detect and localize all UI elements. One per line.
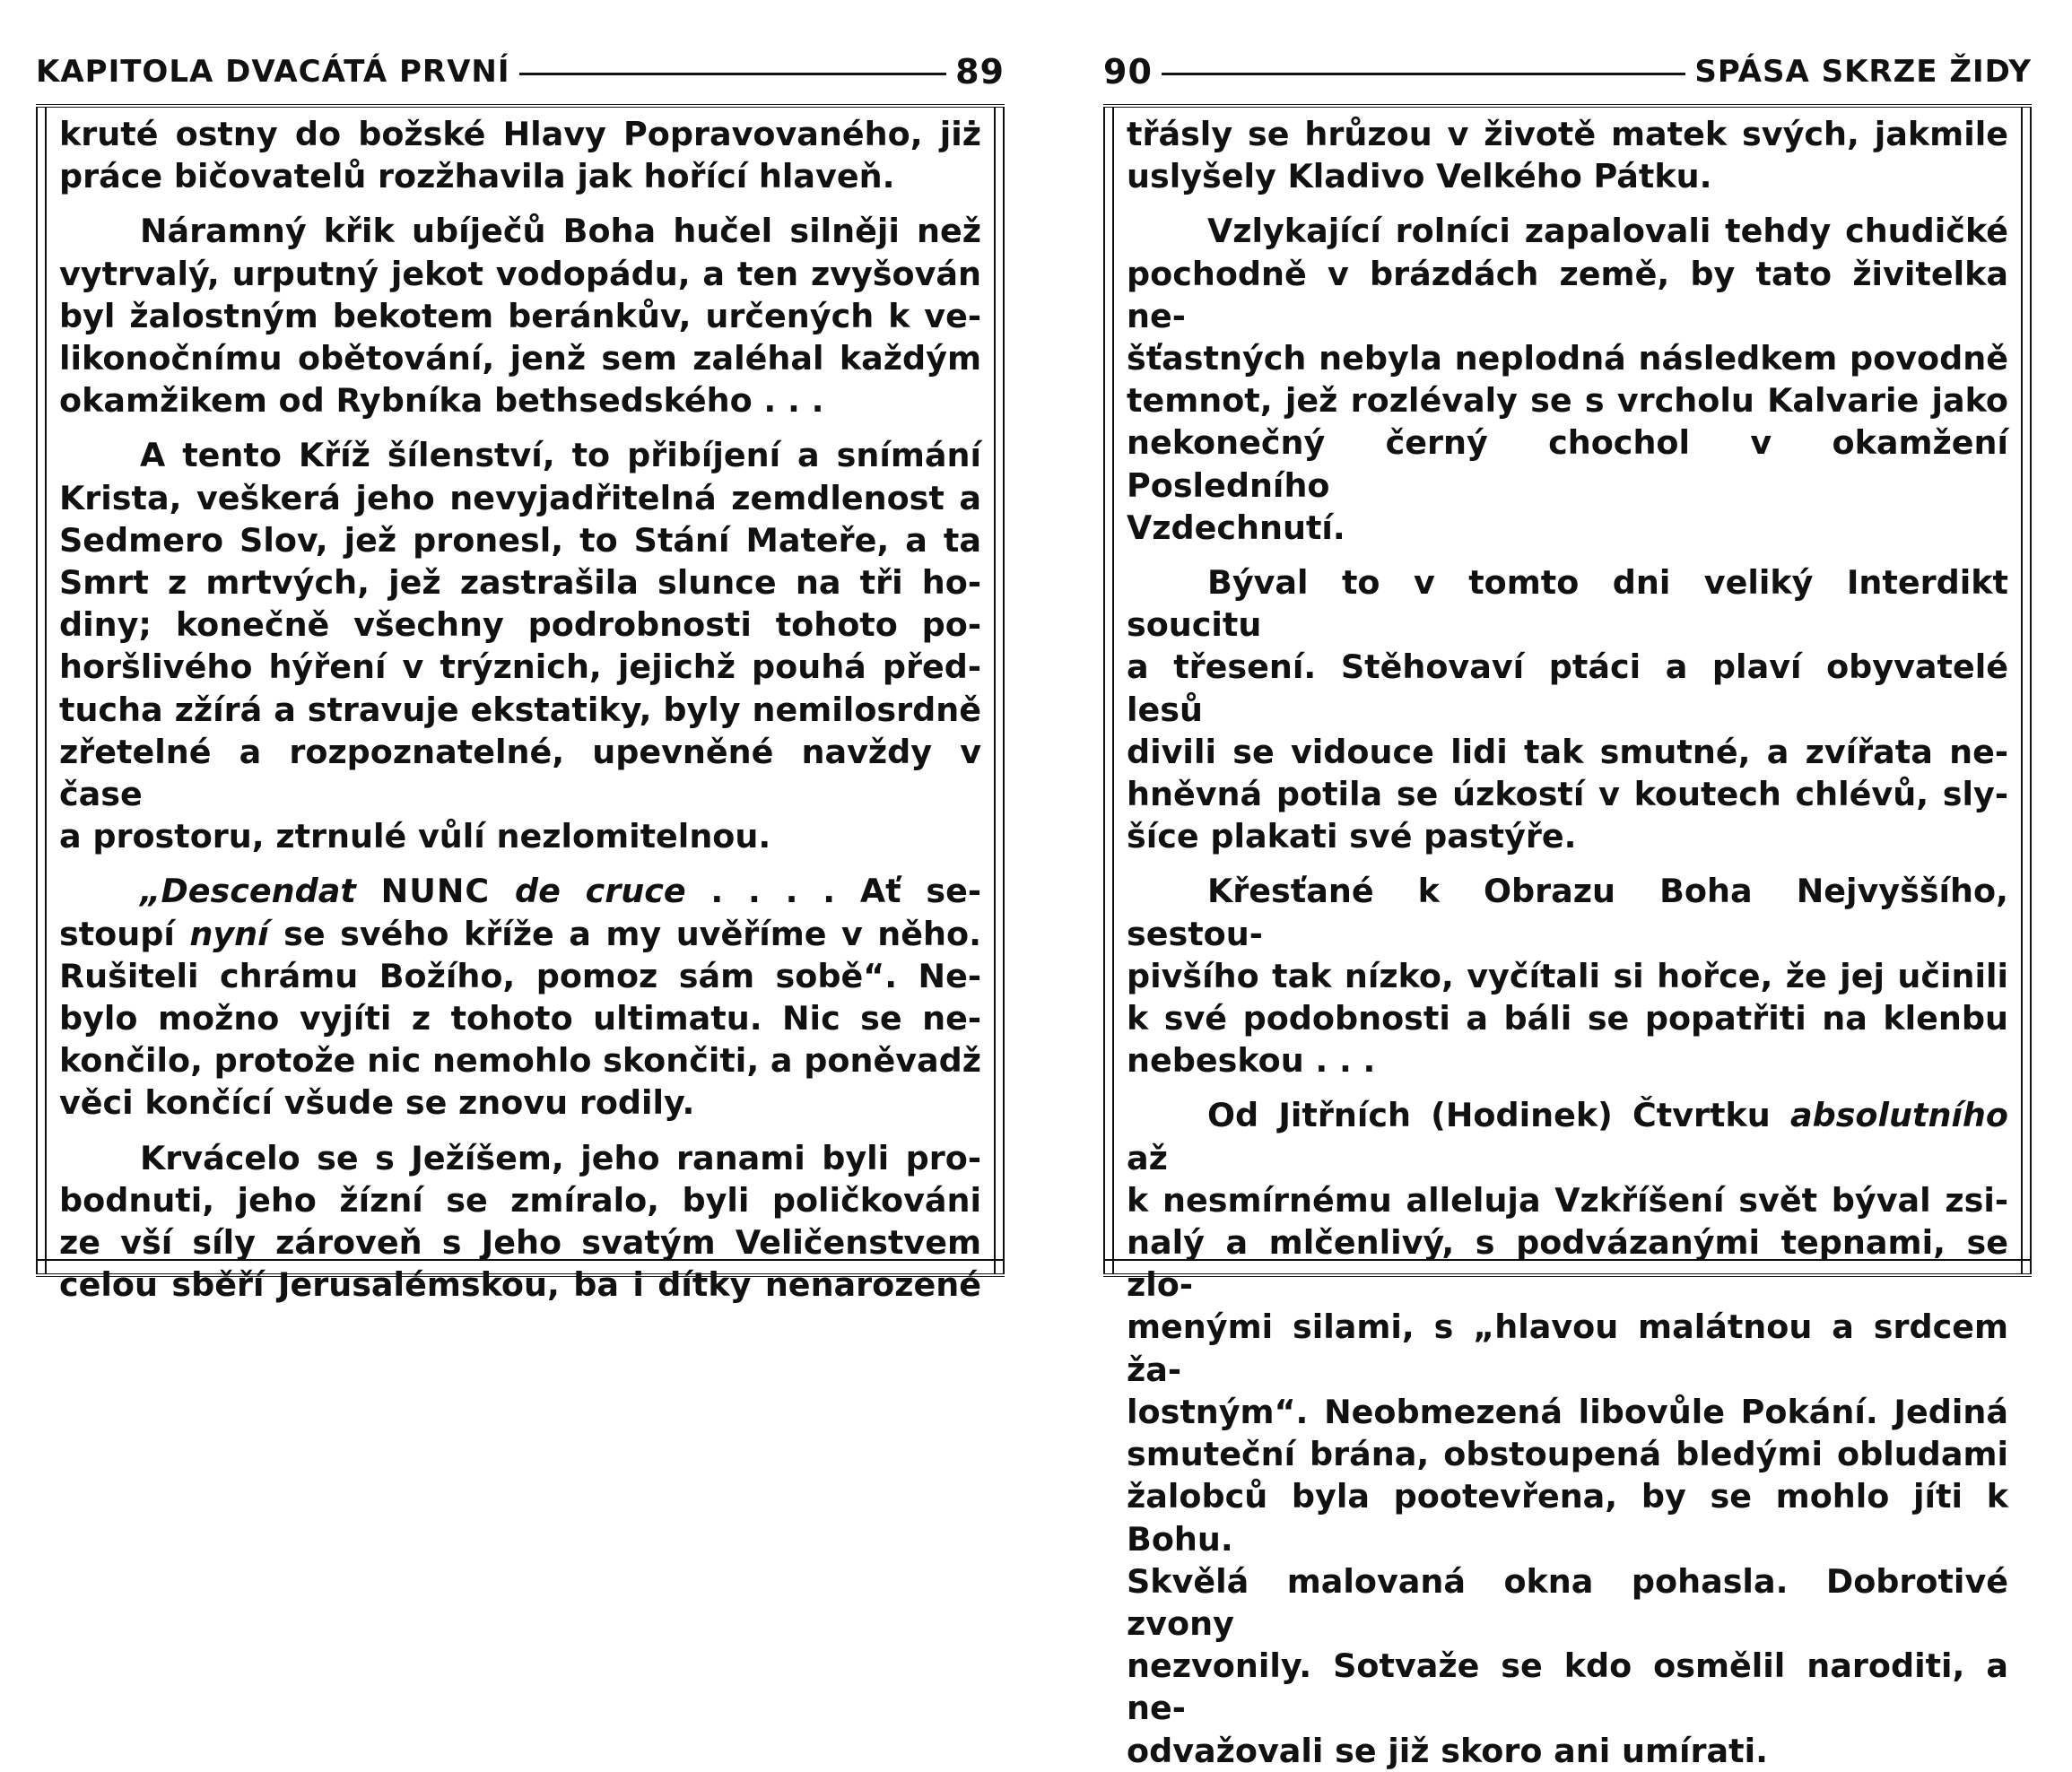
text-line: temnot, jež rozlévaly se s vrcholu Kalvarie jako — [1127, 381, 2008, 421]
text-line: nalý a mlčenlivý, s podvázanými tepnami, se zlo- — [1127, 1223, 2008, 1305]
text-fragment: až — [1127, 1138, 1168, 1177]
text-line: hněvná potila se úzkostí v koutech chlévů, sly- — [1127, 775, 2008, 814]
text-line: končilo, protože nic nemohlo skončiti, a poněvadž — [59, 1041, 981, 1081]
text-line: uslyšely Kladivo Velkého Pátku. — [1127, 157, 1712, 196]
text-line: likonočnímu obětování, jenž sem zaléhal každým — [59, 339, 981, 378]
text-fragment: . . . . Ať se- — [710, 872, 981, 911]
text-line: celou sběří Jerusalémskou, ba i dítky nenarozené — [59, 1265, 981, 1305]
text-line: bodnuti, jeho žízní se zmíralo, byli poličkováni — [59, 1180, 981, 1220]
latin-quote: de cruce — [514, 872, 686, 911]
text-line: Krvácelo se s Ježíšem, jeho ranami byli pro- — [140, 1138, 981, 1177]
text-line: Sedmero Slov, jež pronesl, to Stání Mateře, a ta — [59, 520, 981, 560]
running-head-left — [36, 47, 1005, 97]
text-line: tucha zžírá a stravuje ekstatiky, byly nemilosrdně — [59, 690, 981, 729]
text-line: diny; konečně všechny podrobnosti tohoto po- — [59, 605, 981, 645]
text-line: A tento Kříž šílenství, to přibíjení a snímání — [140, 436, 981, 475]
text-fragment: stoupí — [59, 914, 175, 953]
page-number-left: 89 — [955, 52, 1005, 91]
text-line: k nesmírnému alleluja Vzkříšení svět býval zsi- — [1127, 1180, 2008, 1220]
chapter-title: SPÁSA SKRZE ŽIDY — [1694, 54, 2032, 90]
header-rule — [1162, 73, 1685, 75]
emphasis-nunc: NUNC — [380, 872, 491, 911]
text-line: věci končící všude se znovu rodily. — [59, 1083, 695, 1123]
italic-word: nyní — [189, 914, 269, 953]
text-line: a prostoru, ztrnulé vůlí nezlomitelnou. — [59, 817, 771, 856]
text-fragment: se svého kříže a my uvěříme v něho. — [283, 914, 981, 953]
text-line: divili se vidouce lidi tak smutné, a zvířata ne- — [1127, 732, 2008, 771]
text-line — [59, 913, 981, 955]
text-line: Vzdechnutí. — [1127, 508, 1345, 547]
latin-quote: „Descendat — [140, 872, 356, 911]
text-line: pochodně v brázdách země, by tato živitelka ne- — [1127, 254, 2008, 335]
left-page — [36, 47, 1005, 1305]
right-page — [1103, 47, 2032, 1770]
body-text-left — [59, 113, 981, 1306]
text-line: okamžikem od Rybníka bethsedského . . . — [59, 381, 824, 421]
text-line: zřetelné a rozpoznatelné, upevněné navždy v čase — [59, 732, 981, 814]
text-frame-right — [1103, 104, 2032, 1770]
text-line: Skvělá malovaná okna pohasla. Dobrotivé zvony — [1127, 1561, 2008, 1643]
text-line: ze vší síly zároveň s Jeho svatým Veličenstvem — [59, 1223, 981, 1263]
text-line: horšlivého hýření v trýznich, jejichž pouhá před- — [59, 647, 981, 687]
text-line: menými silami, s „hlavou malátnou a srdcem ža- — [1127, 1307, 2008, 1389]
text-line: byl žalostným bekotem beránkův, určených k ve- — [59, 296, 981, 335]
text-line-quote — [59, 870, 981, 912]
running-head-right — [1103, 47, 2032, 97]
text-line: Křesťané k Obrazu Boha Nejvyššího, sestou- — [1127, 872, 2008, 953]
text-line: šíce plakati své pastýře. — [1127, 817, 1577, 856]
text-line: odvažovali se již skoro ani umírati. — [1127, 1731, 1768, 1770]
text-line: smuteční brána, obstoupená bledými obludami — [1127, 1435, 2008, 1474]
text-line: Vzlykající rolníci zapalovali tehdy chudičké — [1207, 212, 2008, 251]
text-line: Rušiteli chrámu Božího, pomoz sám sobě“. Ne- — [59, 956, 981, 995]
text-line: bylo možno vyjíti z tohoto ultimatu. Nic se ne- — [59, 999, 981, 1038]
text-line: nebeskou . . . — [1127, 1041, 1376, 1081]
text-line: nekonečný černý chochol v okamžení Posledního — [1127, 423, 2008, 505]
text-line: k své podobnosti a báli se popatřiti na klenbu — [1127, 999, 2008, 1038]
text-line: práce bičovatelů rozžhavila jak hořící hlaveň. — [59, 157, 895, 196]
chapter-title: KAPITOLA DVACÁTÁ PRVNÍ — [36, 54, 510, 90]
italic-word: absolutního — [1789, 1096, 2008, 1135]
text-line: Náramný křik ubíječů Boha hučel silněji než — [140, 212, 981, 251]
text-line: nezvonily. Sotvaže se kdo osmělil naroditi, a ne- — [1127, 1646, 2008, 1728]
text-line: lostným“. Neobmezená libovůle Pokání. Jediná — [1127, 1392, 2008, 1431]
text-line: vytrvalý, urputný jekot vodopádu, a ten zvyšován — [59, 254, 981, 293]
text-line: kruté ostny do božské Hlavy Popravovaného, jiż — [59, 115, 981, 153]
text-line: Býval to v tomto dni veliký Interdikt soucitu — [1127, 563, 2008, 645]
text-fragment: Od Jitřních (Hodinek) Čtvrtku — [1207, 1096, 1771, 1135]
text-line: žalobců byla pootevřena, by se mohlo jíti k Bohu. — [1127, 1477, 2008, 1559]
header-rule — [519, 73, 947, 75]
page-number-right: 90 — [1103, 52, 1153, 91]
text-line: a třesení. Stěhovaví ptáci a plaví obyvatelé lesů — [1127, 647, 2008, 729]
text-line: pivšího tak nízko, vyčítali si hořce, že jej učinili — [1127, 956, 2008, 995]
text-line: šťastných nebyla neplodná následkem povodně — [1127, 339, 2008, 378]
text-line: Smrt z mrtvých, jež zastrašila slunce na tři ho- — [59, 563, 981, 603]
text-frame-left — [36, 104, 1005, 1305]
text-line — [1127, 1094, 2008, 1178]
text-line: Krista, veškerá jeho nevyjadřitelná zemdlenost a — [59, 478, 981, 517]
text-line: třásly se hrůzou v životě matek svých, jakmile — [1127, 115, 2008, 153]
body-text-right — [1127, 113, 2008, 1772]
